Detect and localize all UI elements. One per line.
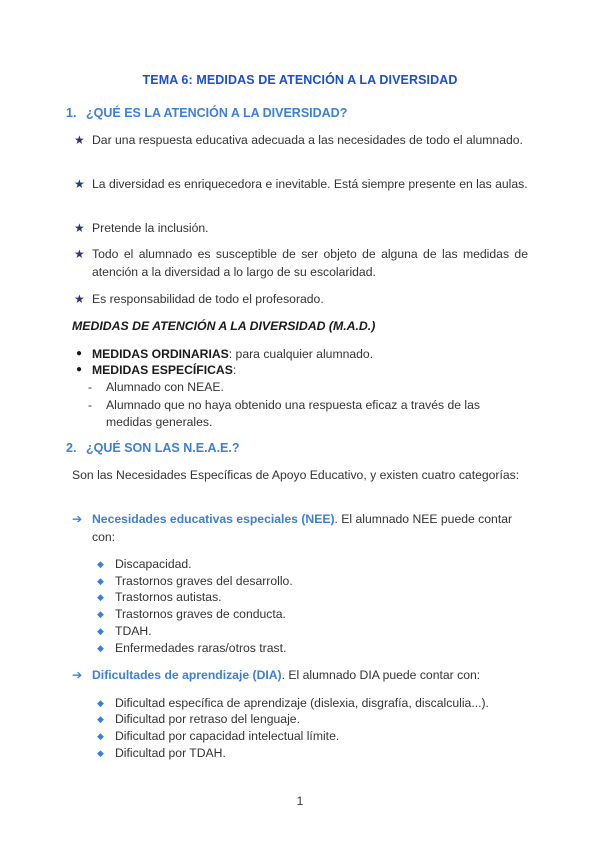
- dash-icon: -: [88, 380, 93, 394]
- bullet-icon: ●: [76, 364, 83, 375]
- list-item-text: Dificultad específica de aprendizaje (dislexia, disgrafía, discalculia...).: [115, 696, 489, 710]
- nee-item: [72, 511, 528, 546]
- list-item-text: Es responsabilidad de todo el profesorado.: [92, 292, 324, 306]
- list-item: [97, 556, 192, 572]
- diamond-icon: ◆: [97, 714, 104, 724]
- star-icon: ★: [74, 292, 85, 306]
- diamond-icon: ◆: [97, 626, 104, 636]
- section-1-number: 1.: [66, 106, 77, 120]
- section-2-number: 2.: [66, 441, 77, 455]
- list-item-text: Dificultad por TDAH.: [115, 746, 226, 760]
- star-icon: ★: [74, 177, 85, 191]
- nee-text: . El alumnado NEE puede contar con:: [92, 512, 513, 544]
- nee-label: Necesidades educativas especiales (NEE): [92, 512, 335, 526]
- star-icon: ★: [74, 221, 85, 235]
- section-1-heading: [66, 106, 347, 120]
- section-1-title: ¿QUÉ ES LA ATENCIÓN A LA DIVERSIDAD?: [86, 106, 348, 120]
- section-2-heading: [66, 441, 240, 455]
- diamond-icon: ◆: [97, 698, 104, 708]
- list-item: [97, 640, 286, 656]
- list-item: [97, 695, 489, 711]
- list-item: [88, 397, 528, 431]
- page-title: TEMA 6: MEDIDAS DE ATENCIÓN A LA DIVERSIDAD: [142, 73, 458, 87]
- list-item: [76, 362, 236, 378]
- bullet-icon: ●: [76, 348, 83, 359]
- list-item: [74, 176, 528, 194]
- list-item-text: TDAH.: [115, 624, 152, 638]
- list-item: [97, 589, 222, 605]
- list-item-text: Pretende la inclusión.: [92, 221, 209, 235]
- page-number: 1: [296, 794, 304, 808]
- list-item: [97, 623, 152, 639]
- dash-icon: -: [88, 398, 93, 412]
- diamond-icon: ◆: [97, 576, 104, 586]
- list-item-text: Alumnado que no haya obtenido una respuesta eficaz a través de las medidas generales.: [106, 398, 481, 429]
- diamond-icon: ◆: [97, 748, 104, 758]
- star-icon: ★: [74, 133, 85, 147]
- list-item-text: Trastornos graves de conducta.: [115, 607, 286, 621]
- list-item-text: La diversidad es enriquecedora e inevitable. Está siempre presente en las aulas.: [92, 177, 528, 191]
- list-item-text: Discapacidad.: [115, 557, 192, 571]
- diamond-icon: ◆: [97, 609, 104, 619]
- arrow-right-icon: ➔: [72, 668, 83, 682]
- diamond-icon: ◆: [97, 643, 104, 653]
- list-item-text: Dar una respuesta educativa adecuada a las necesidades de todo el alumnado.: [92, 133, 523, 147]
- ordinarias-text: : para cualquier alumnado.: [228, 347, 374, 361]
- list-item: [97, 745, 226, 761]
- list-item-text: Todo el alumnado es susceptible de ser objeto de alguna de las medidas de atención a la diversidad a lo largo de su escolaridad.: [92, 247, 528, 279]
- list-item: [97, 728, 339, 744]
- diamond-icon: ◆: [97, 731, 104, 741]
- dia-label: Dificultades de aprendizaje (DIA): [92, 668, 282, 682]
- mad-heading: MEDIDAS DE ATENCIÓN A LA DIVERSIDAD (M.A.D.): [72, 319, 376, 333]
- list-item: [74, 291, 528, 309]
- list-item: [97, 606, 286, 622]
- dia-text: . El alumnado DIA puede contar con:: [281, 668, 481, 682]
- star-icon: ★: [74, 247, 85, 261]
- list-item-text: Trastornos graves del desarrollo.: [115, 574, 293, 588]
- list-item-text: Alumnado con NEAE.: [106, 380, 224, 394]
- list-item-text: Dificultad por retraso del lenguaje.: [115, 712, 300, 726]
- diamond-icon: ◆: [97, 592, 104, 602]
- list-item: [76, 346, 373, 362]
- especificas-text: :: [232, 363, 237, 377]
- list-item-text: Trastornos autistas.: [115, 590, 222, 604]
- diamond-icon: ◆: [97, 559, 104, 569]
- list-item: [74, 220, 528, 238]
- dia-item: [72, 667, 528, 685]
- list-item-text: Enfermedades raras/otros trast.: [115, 641, 287, 655]
- section-2-intro: Son las Necesidades Específicas de Apoyo Educativo, y existen cuatro categorías:: [72, 468, 520, 482]
- list-item: [74, 132, 528, 150]
- list-item: [97, 573, 293, 589]
- especificas-label: MEDIDAS ESPECÍFICAS: [92, 363, 233, 377]
- ordinarias-label: MEDIDAS ORDINARIAS: [92, 347, 229, 361]
- list-item: [74, 246, 528, 281]
- list-item-text: Dificultad por capacidad intelectual límite.: [115, 729, 340, 743]
- section-2-title: ¿QUÉ SON LAS N.E.A.E.?: [86, 441, 240, 455]
- arrow-right-icon: ➔: [72, 512, 83, 526]
- list-item: [97, 711, 300, 727]
- list-item: [88, 379, 528, 396]
